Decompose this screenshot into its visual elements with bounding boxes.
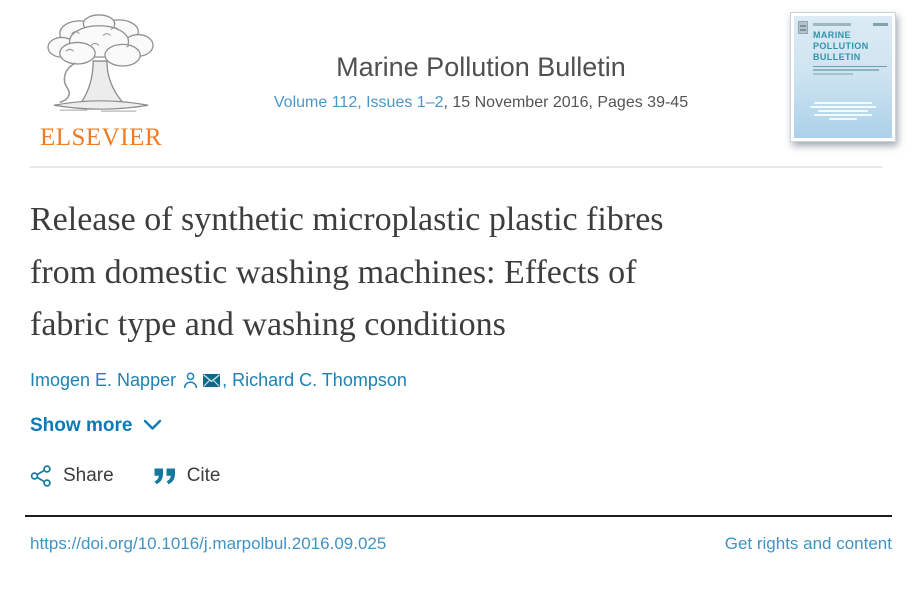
- cite-label: Cite: [186, 465, 221, 487]
- cover-subtitle-microtext-2: [813, 73, 853, 75]
- cite-button[interactable]: [154, 465, 221, 487]
- chevron-down-icon: [143, 415, 162, 437]
- author-name-napper[interactable]: Imogen E. Napper: [30, 370, 177, 391]
- double-quote-icon: [154, 468, 176, 485]
- issue-details: , 15 November 2016, Pages 39-45: [443, 94, 689, 111]
- journal-header: [0, 0, 912, 152]
- cover-issn-microtext: [873, 23, 888, 26]
- volume-issue-line: [172, 94, 790, 112]
- author-separator: ,: [222, 370, 233, 391]
- person-icon[interactable]: [183, 372, 198, 389]
- cover-volume-microtext: [813, 23, 851, 26]
- cover-journal-title: MARINE POLLUTION BULLETIN: [813, 30, 869, 62]
- elsevier-logo-link[interactable]: [30, 12, 172, 152]
- article-title: Release of synthetic microplastic plastic fibres from domestic washing machines: Effects of fabric type and washing conditions: [30, 201, 664, 344]
- cover-elsevier-emblem-icon: [798, 21, 808, 34]
- share-label: Share: [63, 465, 114, 487]
- share-nodes-icon: [30, 465, 52, 487]
- envelope-icon[interactable]: [203, 374, 220, 387]
- journal-title-link[interactable]: Marine Pollution Bulletin: [336, 52, 626, 82]
- show-more-label: Show more: [30, 415, 133, 437]
- elsevier-wordmark: ELSEVIER: [39, 124, 163, 151]
- author-name-thompson[interactable]: Richard C. Thompson: [232, 370, 407, 391]
- show-more-button[interactable]: [30, 415, 162, 437]
- journal-cover-art: [794, 16, 892, 138]
- share-button[interactable]: [30, 465, 114, 487]
- volume-issue-link[interactable]: Volume 112, Issues 1–2: [273, 94, 444, 111]
- cover-rule: [813, 66, 887, 67]
- doi-link[interactable]: https://doi.org/10.1016/j.marpolbul.2016.09.025: [30, 534, 387, 554]
- article-actions: [30, 465, 882, 487]
- authors-row: [30, 370, 882, 391]
- rights-link[interactable]: Get rights and content: [724, 534, 892, 554]
- header-divider: [30, 166, 882, 168]
- elsevier-tree-icon: [42, 105, 160, 122]
- journal-cover-thumbnail[interactable]: [790, 12, 896, 142]
- cover-wave-lines: [794, 100, 892, 122]
- article-footer: [0, 517, 912, 554]
- cover-subtitle-microtext: [813, 69, 879, 71]
